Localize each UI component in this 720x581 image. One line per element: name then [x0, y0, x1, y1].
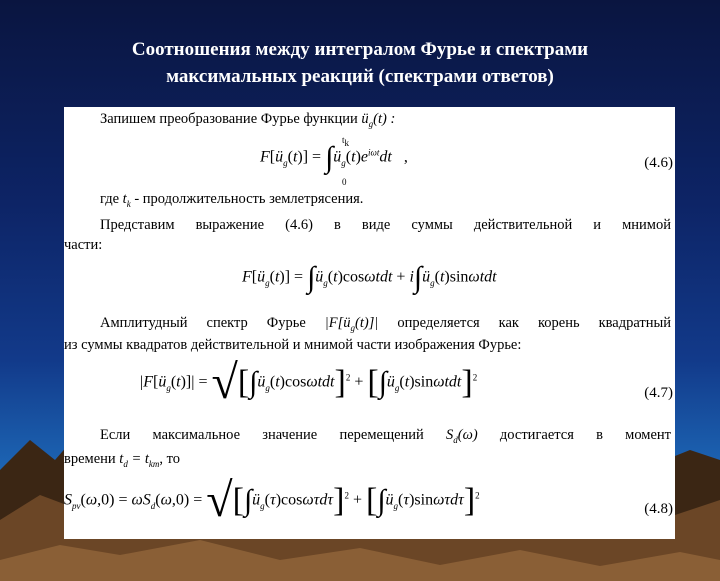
- represent-line-2: части:: [64, 237, 103, 253]
- max-text-b: достигается в момент: [499, 427, 672, 443]
- equation-4-8: $S_{pv}(\omega,0) = \omega S_d(\omega,0)$ = $√[\int ü_g(\tau)\cos\omega\tau d\tau]^2$ + $[\int ü_g(\tau)\sin\omega\tau d\tau]^2$: [64, 474, 480, 527]
- time-text-b: , то: [159, 451, 181, 467]
- equation-4-7: $|F[ü_g(t)]|$ = $√[\int ü_g(t)\cos\omega tdt]^2$ + $[\int ü_g(t)\sin\omega tdt]^2$: [140, 356, 478, 409]
- where-symbol-subscript: k: [126, 198, 131, 209]
- equation-4-7-number: (4.7): [644, 385, 673, 401]
- equation-real-imag: $F[ü_g(t)]$ = $\int ü_g(t)\cos\omega tdt$ + $i\int ü_g(t)\sin\omega tdt$: [242, 261, 497, 294]
- max-symbol: $S_d(\omega)$: [446, 427, 478, 445]
- time-text-a: времени: [64, 451, 116, 467]
- equation-4-8-number: (4.8): [644, 501, 673, 517]
- where-line: [64, 191, 675, 209]
- where-symbol: t: [122, 191, 127, 207]
- max-line-2: [64, 451, 675, 469]
- max-text-a: Если максимальное значение перемещений: [100, 427, 424, 443]
- slide-title: [40, 36, 680, 90]
- amplitude-symbol: $|F[ü_g(t)]|$: [324, 315, 379, 333]
- where-text: - продолжительность землетрясения.: [134, 191, 364, 207]
- amplitude-text-a: Амплитудный спектр Фурье: [100, 315, 306, 331]
- represent-line-1: Представим выражение (4.6) в виде суммы действительной и мнимой: [100, 217, 671, 233]
- intro-function-subscript: g: [368, 118, 374, 129]
- title-line-2: максимальных реакций (спектрами ответов): [166, 66, 554, 87]
- intro-line: [64, 111, 675, 129]
- amplitude-line-1: [64, 315, 675, 333]
- document-scan: [64, 107, 675, 539]
- amplitude-text-b: определяется как корень квадратный: [397, 315, 672, 331]
- time-symbol: $t_d = t_{km}$: [119, 451, 160, 469]
- intro-text: Запишем преобразование Фурье функции: [100, 111, 358, 127]
- intro-function-arg: (t) :: [373, 111, 396, 127]
- amplitude-line-2: из суммы квадратов действительной и мнимой части изображения Фурье:: [64, 337, 522, 353]
- where-word: где: [100, 191, 120, 207]
- max-line-1: [64, 427, 675, 445]
- equation-4-6: $F[ü_g(t)]$ = $\int ü_g(t)e^{i\omega t}dt$ , $t_k$ 0: [260, 135, 408, 187]
- equation-4-6-number: (4.6): [644, 155, 673, 171]
- intro-function-symbol: ü: [361, 111, 369, 127]
- title-line-1: Соотношения между интегралом Фурье и спектрами: [131, 39, 589, 60]
